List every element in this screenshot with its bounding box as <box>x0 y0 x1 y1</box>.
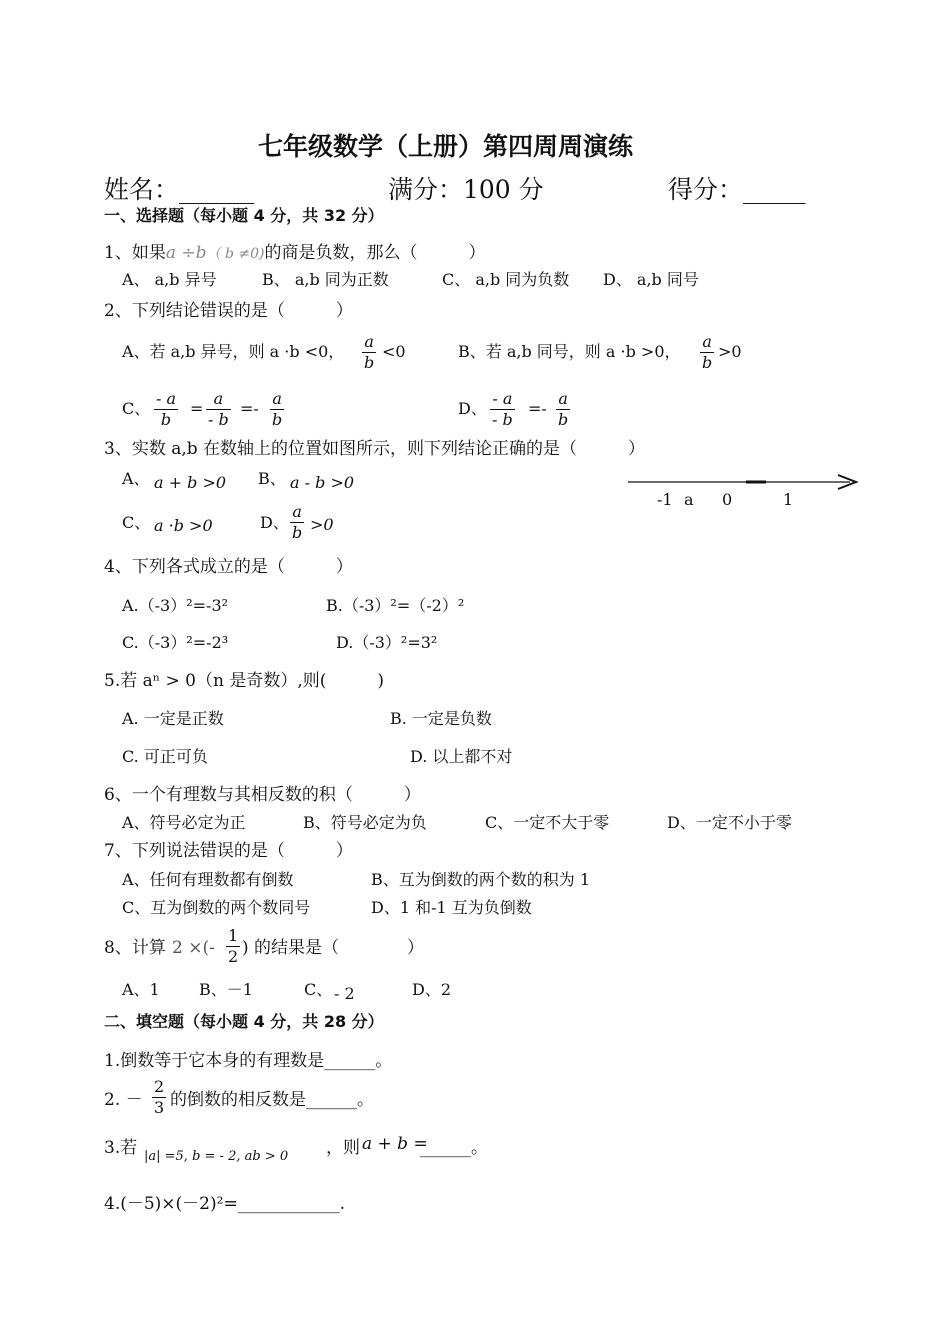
q8-post: ) 的结果是（ ） <box>242 938 425 958</box>
axis-label-a: a <box>684 490 694 509</box>
fill-1[interactable]: 1.倒数等于它本身的有理数是______。 <box>104 1051 393 1071</box>
q1-option-d[interactable]: D、 a,b 同号 <box>603 270 699 289</box>
q4-option-b[interactable]: B.（-3）²=（-2）² <box>326 596 465 615</box>
q2-b-ineq: >0 <box>718 342 742 361</box>
q1-option-c[interactable]: C、 a,b 同为负数 <box>442 270 570 289</box>
q2-d-frac1: - a - b <box>492 389 513 429</box>
q5-option-d[interactable]: D. 以上都不对 <box>410 747 513 766</box>
q1-pre: 1、如果 <box>104 243 166 263</box>
q4-option-a[interactable]: A.（-3）²=-3² <box>122 596 229 615</box>
section-2-heading: 二、填空题（每小题 4 分，共 28 分） <box>104 1012 384 1031</box>
q1-cond: （ b ≠0) <box>206 246 265 262</box>
q3-b-expr: a - b >0 <box>290 473 355 492</box>
q8-option-b[interactable]: B、－1 <box>199 980 253 999</box>
q1-stem <box>104 245 485 262</box>
name-field[interactable]: 姓名：______ <box>104 175 255 204</box>
q1-option-a[interactable]: A、 a,b 异号 <box>122 270 217 289</box>
q6-option-c[interactable]: C、一定不大于零 <box>485 813 610 832</box>
q8-fraction: 1 2 <box>228 926 239 966</box>
q6-option-d[interactable]: D、一定不小于零 <box>667 813 792 832</box>
q2-a-ineq: <0 <box>382 342 406 361</box>
q8-pre: 8、计算 <box>104 938 166 958</box>
q2-c-frac3: a b <box>272 389 283 429</box>
fill-3-pre: 3.若 <box>104 1138 138 1158</box>
q7-option-d[interactable]: D、1 和-1 互为负倒数 <box>371 898 532 917</box>
fill-4[interactable]: 4.(－5)×(－2)²=____________. <box>104 1194 346 1214</box>
q3-stem: 3、实数 a,b 在数轴上的位置如图所示，则下列结论正确的是（ ） <box>104 439 646 459</box>
q2-c-frac2: a - b <box>208 389 229 429</box>
q3-option-b[interactable]: B、 <box>258 469 286 488</box>
q3-c-expr: a ·b >0 <box>154 516 213 535</box>
q3-d-frac: a b <box>292 502 303 542</box>
q8-option-c[interactable]: C、 <box>304 980 333 999</box>
q6-stem: 6、一个有理数与其相反数的积（ ） <box>104 785 421 805</box>
q1-option-b[interactable]: B、 a,b 同为正数 <box>262 270 389 289</box>
q2-a-fraction: a b <box>364 332 375 372</box>
fill-3-cond: |a| =5, b = - 2, ab > 0 <box>144 1149 289 1164</box>
q8-c-value: - 2 <box>334 984 355 1003</box>
q4-option-c[interactable]: C.（-3）²=-2³ <box>122 633 229 652</box>
q6-option-b[interactable]: B、符号必定为负 <box>303 813 427 832</box>
q7-option-c[interactable]: C、互为倒数的两个数同号 <box>122 898 311 917</box>
full-score: 满分：100 分 <box>388 175 544 204</box>
score-field[interactable]: 得分：_____ <box>668 175 806 204</box>
fill-3-blank[interactable]: ______。 <box>420 1138 488 1158</box>
q5-option-b[interactable]: B. 一定是负数 <box>390 709 492 728</box>
axis-label-minus-one: -1 <box>657 490 673 509</box>
number-line <box>624 470 864 490</box>
fill-2-fraction: 2 3 <box>154 1077 165 1117</box>
q2-d-eq: =- <box>528 399 547 418</box>
fill-3-expr: a + b = <box>362 1134 428 1154</box>
q2-option-b[interactable]: B、若 a,b 同号，则 a ·b >0， <box>458 342 681 361</box>
q2-c-frac1: - a b <box>156 389 177 429</box>
q8-option-d[interactable]: D、2 <box>412 980 452 999</box>
q2-option-a[interactable]: A、若 a,b 异号，则 a ·b <0， <box>122 342 345 361</box>
q2-b-fraction: a b <box>702 332 713 372</box>
q2-stem: 2、下列结论错误的是（ ） <box>104 301 353 321</box>
q3-option-a[interactable]: A、 <box>122 469 150 488</box>
fill-2-pre: 2. － <box>104 1090 143 1110</box>
q3-d-ineq: >0 <box>310 515 334 534</box>
q5-stem: 5.若 aⁿ > 0（n 是奇数）,则( ) <box>104 671 385 691</box>
q4-option-d[interactable]: D.（-3）²=3² <box>336 633 438 652</box>
section-1-heading: 一、选择题（每小题 4 分，共 32 分） <box>104 206 384 225</box>
axis-label-one: 1 <box>783 490 794 509</box>
page-title: 七年级数学（上册）第四周周演练 <box>258 132 634 161</box>
fill-2-post[interactable]: 的倒数的相反数是______。 <box>170 1090 374 1110</box>
q3-option-c[interactable]: C、 <box>122 513 151 532</box>
q2-d-frac2: a b <box>558 389 569 429</box>
q7-stem: 7、下列说法错误的是（ ） <box>104 841 353 861</box>
q3-option-d[interactable]: D、 <box>260 513 289 532</box>
q4-stem: 4、下列各式成立的是（ ） <box>104 557 353 577</box>
q5-option-a[interactable]: A. 一定是正数 <box>122 709 224 728</box>
fill-3-mid: ，则 <box>326 1138 360 1158</box>
q1-post: 的商是负数，那么（ ） <box>264 243 486 263</box>
q7-option-b[interactable]: B、互为倒数的两个数的积为 1 <box>371 870 591 889</box>
q8-expr: 2 ×(- <box>172 938 215 958</box>
q2-c-eq1: = <box>190 399 204 418</box>
q7-option-a[interactable]: A、任何有理数都有倒数 <box>122 870 294 889</box>
q2-c-eq2: =- <box>240 399 259 418</box>
q2-option-d[interactable]: D、 <box>458 399 487 418</box>
q1-expr: a ÷b <box>165 243 207 263</box>
q5-option-c[interactable]: C. 可正可负 <box>122 747 208 766</box>
axis-label-zero: 0 <box>722 490 733 509</box>
q3-a-expr: a + b >0 <box>154 473 227 492</box>
q2-option-c[interactable]: C、 <box>122 399 151 418</box>
q8-option-a[interactable]: A、1 <box>122 980 160 999</box>
q6-option-a[interactable]: A、符号必定为正 <box>122 813 246 832</box>
